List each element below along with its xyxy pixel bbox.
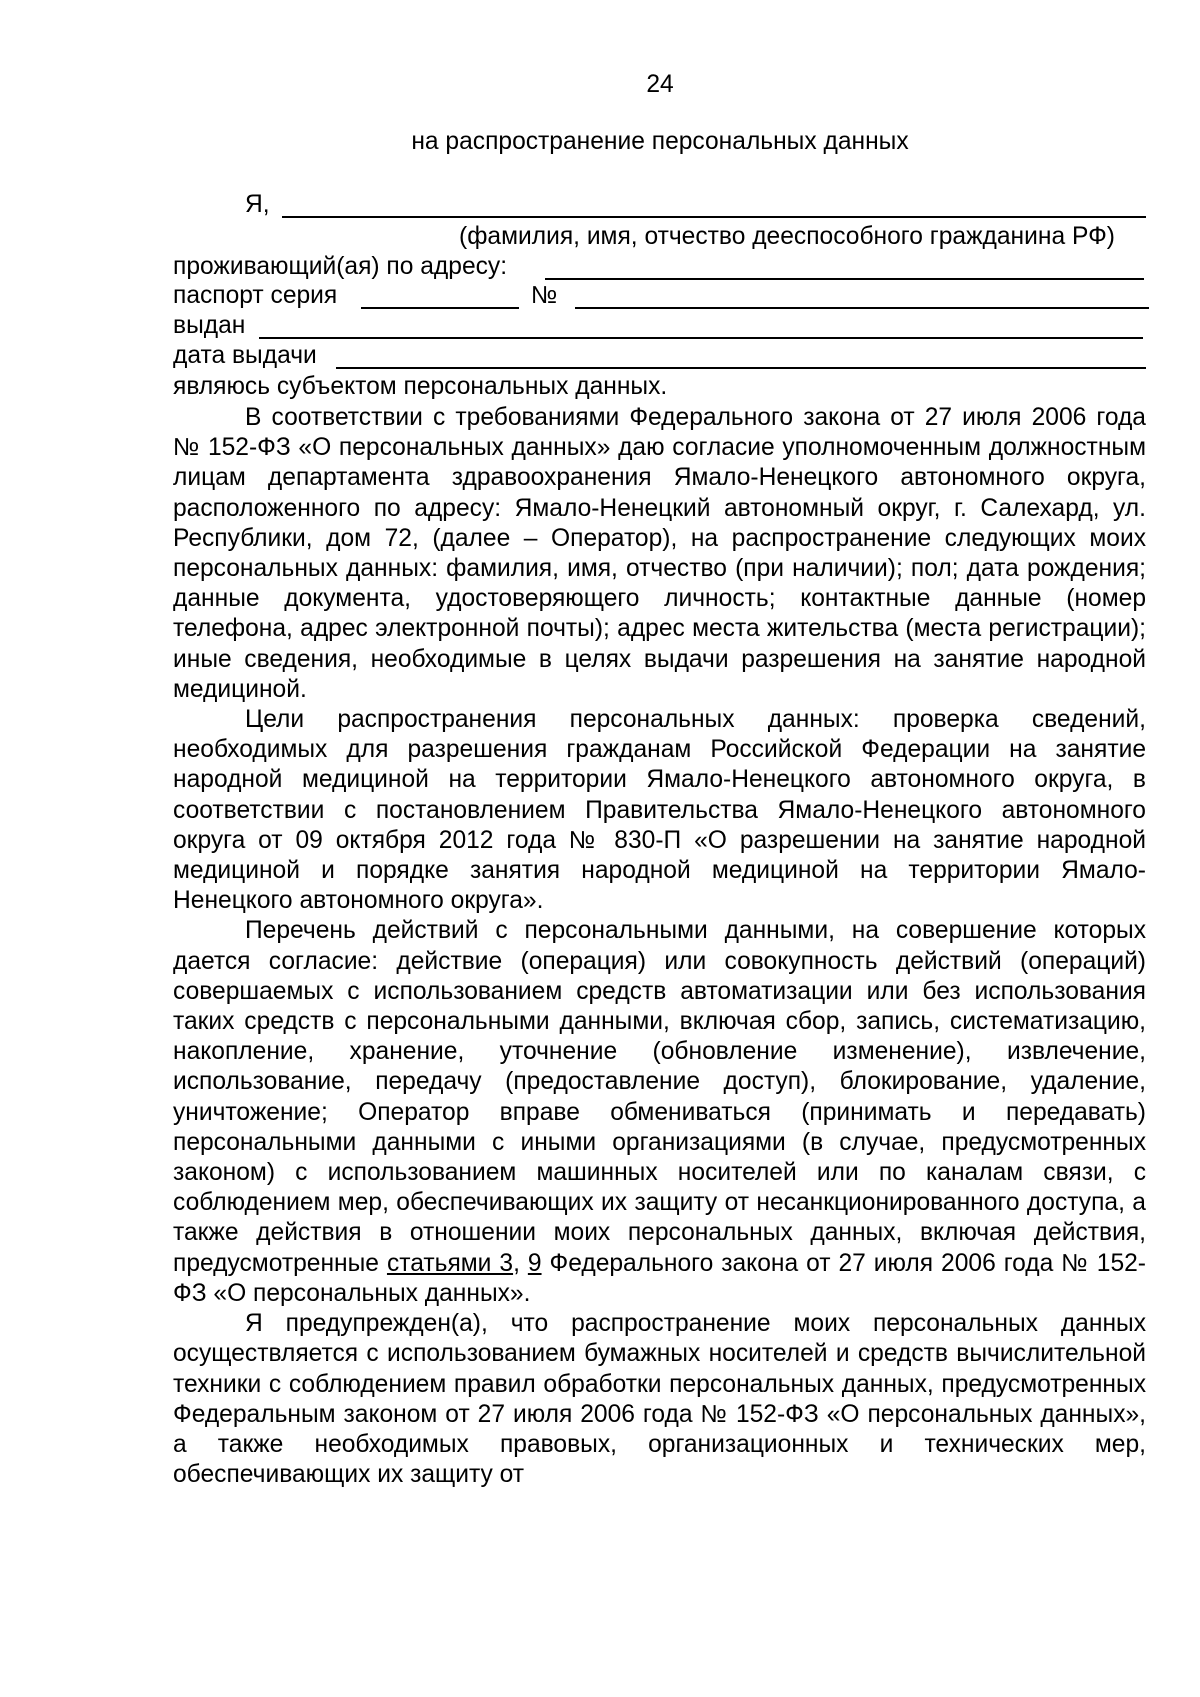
ya-label: Я,: [245, 191, 270, 218]
full-name-caption: (фамилия, имя, отчество дееспособного гражданина РФ): [459, 223, 1115, 250]
passport-number-field[interactable]: [575, 307, 1149, 309]
issued-by-label: выдан: [173, 312, 246, 339]
link-article-3[interactable]: статьями 3: [386, 1249, 514, 1277]
paragraph-actions-tail: Федерального закона от 27 июля 2006 года № 152-ФЗ «О персональных данных».: [173, 1249, 1146, 1307]
passport-series-label: паспорт серия: [173, 282, 338, 309]
link-article-9[interactable]: 9: [527, 1249, 542, 1277]
paragraph-actions-text: Перечень действий с персональными данными, на совершение которых дается согласие: действие (операция) или совокупность действий (операций) совершаемых с использованием средств автоматизации или без использования таких средств с персональными данными, включая сбор, запись, систематизацию, накопление, хранение, уточнение (обновление изменение), извлечение, использование, передачу (предоставление доступ), блокирование, удаление, уничтожение; Оператор вправе обмениваться (принимать и передавать) персональными данными с иными организациями (в случае, предусмотренных законом) с использованием машинных носителей или по каналам связи, с соблюдением мер, обеспечивающих их защиту от несанкционированного доступа, а также действия в отношении моих персональных данных, включая действия, предусмотренные: [173, 917, 1146, 1277]
issued-by-field[interactable]: [259, 337, 1143, 339]
page-number: 24: [646, 71, 674, 98]
address-label: проживающий(ая) по адресу:: [173, 253, 508, 280]
passport-series-field[interactable]: [361, 307, 519, 309]
link-separator: ,: [513, 1249, 528, 1277]
paragraph-actions: [173, 916, 1146, 1309]
address-field[interactable]: [545, 278, 1144, 280]
consent-body: [173, 403, 1146, 1490]
issue-date-label: дата выдачи: [173, 342, 317, 369]
subject-statement: являюсь субъектом персональных данных.: [173, 373, 668, 400]
paragraph-purposes: Цели распространения персональных данных: проверка сведений, необходимых для разрешения гражданам Российской Федерации на занятие народной медициной на территории Ямало-Ненецкого автономного округа, в соответствии с постановлением Правительства Ямало-Ненецкого автономного округа от 09 октября 2012 года № 830-П «О разрешении на занятие народной медициной и порядке занятия народной медициной на территории Ямало-Ненецкого автономного округа».: [173, 706, 1146, 915]
full-name-field[interactable]: [282, 216, 1146, 218]
issue-date-field[interactable]: [336, 367, 1146, 369]
paragraph-legal-basis: В соответствии с требованиями Федерального закона от 27 июля 2006 года № 152-ФЗ «О персональных данных» даю согласие уполномоченным должностным лицам департамента здравоохранения Ямало-Ненецкого автономного округа, расположенного по адресу: Ямало-Ненецкий автономный округ, г. Салехард, ул. Республики, дом 72, (далее – Оператор), на распространение следующих моих персональных данных: фамилия, имя, отчество (при наличии); пол; дата рождения; данные документа, удостоверяющего личность; контактные данные (номер телефона, адрес электронной почты); адрес места жительства (места регистрации); иные сведения, необходимые в целях выдачи разрешения на занятие народной медициной.: [173, 404, 1146, 703]
passport-number-label: №: [531, 282, 558, 309]
document-subtitle: на распространение персональных данных: [411, 128, 909, 155]
paragraph-warning: Я предупрежден(а), что распространение моих персональных данных осуществляется с использованием бумажных носителей и средств вычислительной техники с соблюдением правил обработки персональных данных, предусмотренных Федеральным законом от 27 июля 2006 года № 152-ФЗ «О персональных данных», а также необходимых правовых, организационных и технических мер, обеспечивающих их защиту от: [173, 1310, 1146, 1489]
